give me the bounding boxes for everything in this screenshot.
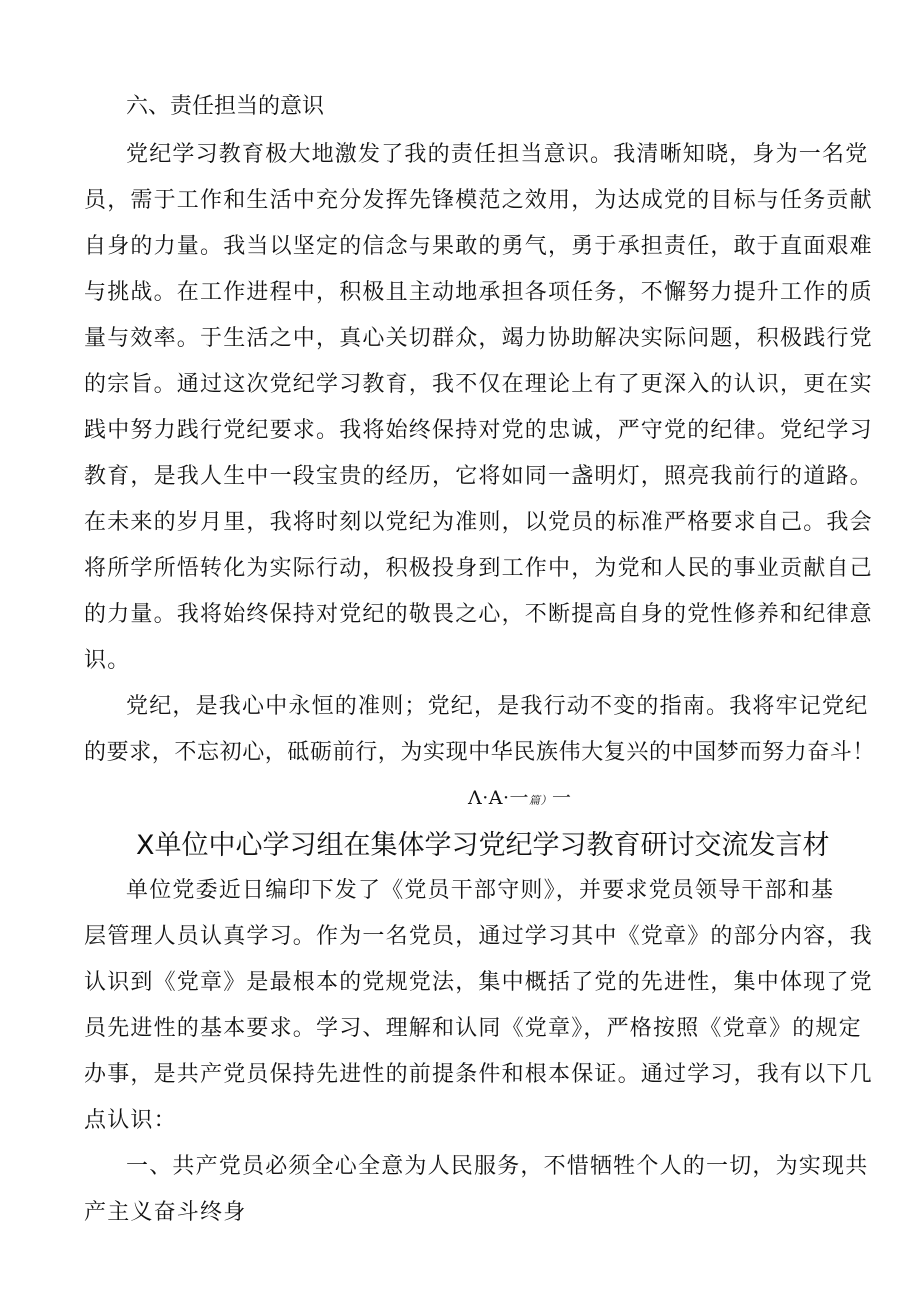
paragraph-line: 在未来的岁月里，我将时刻以党纪为准则，以党员的标准严格要求自己。我会 <box>84 510 873 535</box>
section-heading: 六、责任担当的意识 <box>126 94 325 119</box>
paragraph-line: 党纪学习教育极大地激发了我的责任担当意识。我清晰知晓，身为一名党 <box>126 142 869 167</box>
paragraph-line: 量与效率。于生活之中，真心关切群众，竭力协助解决实际问题，积极践行党 <box>84 326 873 351</box>
paragraph-line: 自身的力量。我当以坚定的信念与果敢的勇气，勇于承担责任，敢于直面艰难 <box>84 234 873 259</box>
paragraph-line: 点认识： <box>84 1108 177 1133</box>
paragraph-line: 认识到《党章》是最根本的党规党法，集中概括了党的先进性，集中体现了党 <box>84 970 873 995</box>
paragraph-line: 员，需于工作和生活中充分发挥先锋模范之效用，为达成党的目标与任务贡献 <box>84 188 873 213</box>
paragraph-line: 的要求，不忘初心，砥砺前行，为实现中华民族伟大复兴的中国梦而努力奋斗！ <box>84 740 876 765</box>
paragraph-line: 践中努力践行党纪要求。我将始终保持对党的忠诚，严守党的纪律。党纪学习 <box>84 418 873 443</box>
divider-small: 篇） <box>529 794 553 807</box>
paragraph-line: 将所学所悟转化为实际行动，积极投身到工作中，为党和人民的事业贡献自己 <box>84 556 873 581</box>
paragraph-line: 的宗旨。通过这次党纪学习教育，我不仅在理论上有了更深入的认识，更在实 <box>84 372 873 397</box>
divider-tail: 一 <box>552 787 572 809</box>
paragraph-line: 员先进性的基本要求。学习、理解和认同《党章》，严格按照《党章》的规定 <box>84 1016 862 1041</box>
paragraph-line: 与挑战。在工作进程中，积极且主动地承担各项任务，不懈努力提升工作的质 <box>84 280 873 305</box>
divider-main: Λ·A·一 <box>468 787 530 809</box>
paragraph-line: 层管理人员认真学习。作为一名党员，通过学习其中《党章》的部分内容，我 <box>84 924 873 949</box>
paragraph-line: 办事，是共产党员保持先进性的前提条件和根本保证。通过学习，我有以下几 <box>84 1062 873 1087</box>
paragraph-line: 一、共产党员必须全心全意为人民服务，不惜牺牲个人的一切，为实现共 <box>126 1154 869 1179</box>
paragraph-line: 党纪，是我心中永恒的准则；党纪，是我行动不变的指南。我将牢记党纪 <box>126 694 869 719</box>
paragraph-line: 单位党委近日编印下发了《党员干部守则》，并要求党员领导干部和基 <box>126 878 835 903</box>
document-title: X单位中心学习组在集体学习党纪学习教育研讨交流发言材 <box>136 830 830 861</box>
paragraph-line: 识。 <box>84 648 131 673</box>
paragraph-line: 产主义奋斗终身 <box>84 1200 247 1225</box>
paragraph-line: 教育，是我人生中一段宝贵的经历，它将如同一盏明灯，照亮我前行的道路。 <box>84 464 873 489</box>
divider-mark <box>468 786 572 813</box>
paragraph-line: 的力量。我将始终保持对党纪的敬畏之心，不断提高自身的党性修养和纪律意 <box>84 602 873 627</box>
